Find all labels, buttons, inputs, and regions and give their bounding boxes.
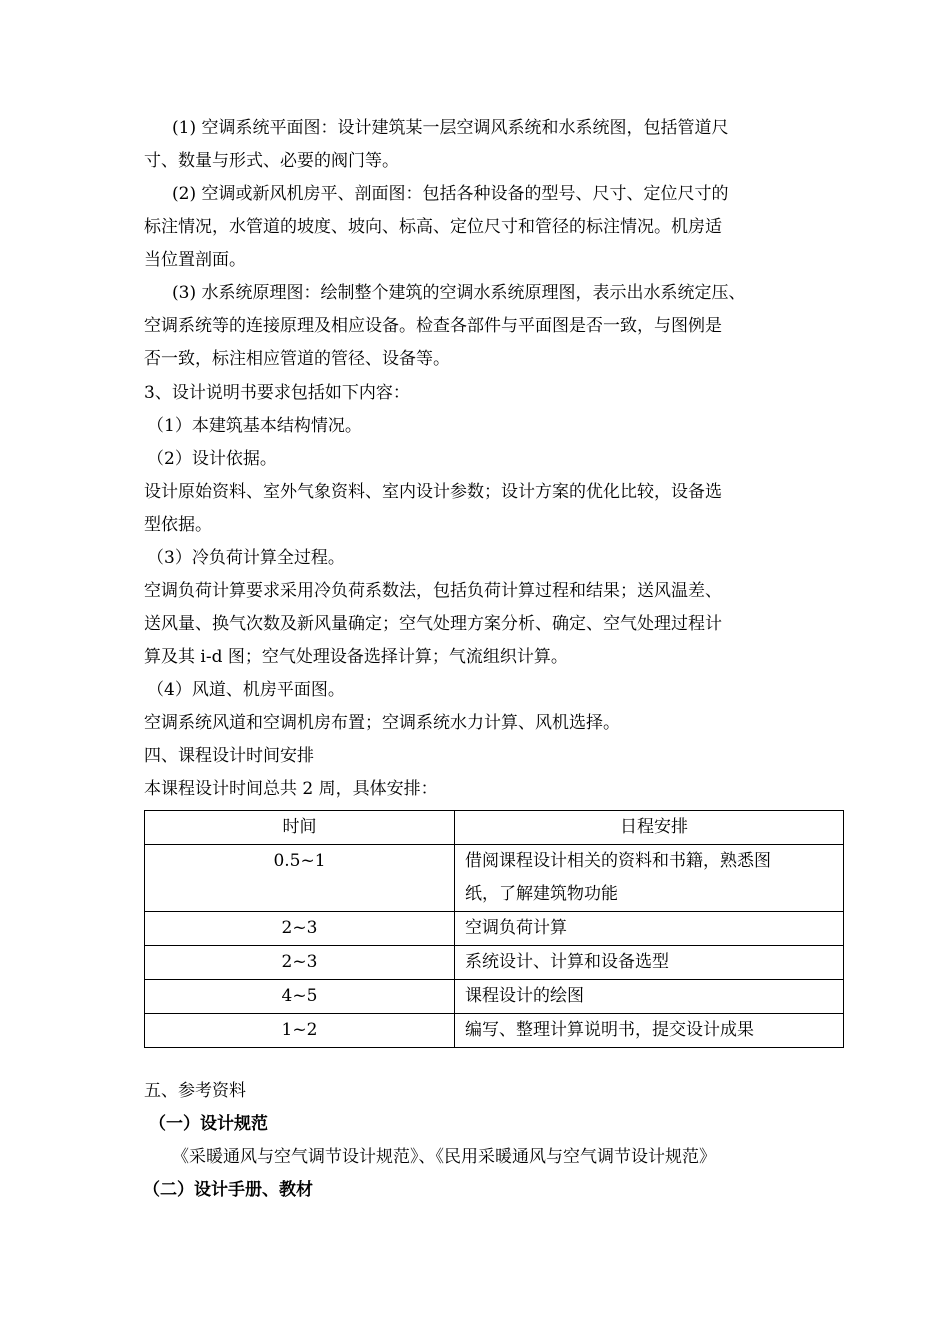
- section-3-item-4: （4）风道、机房平面图。: [147, 680, 345, 700]
- row-task: 空调负荷计算: [455, 912, 844, 946]
- row-time: 2~3: [145, 946, 455, 980]
- table-row: [145, 946, 844, 980]
- section-3-item-2-body-1: 设计原始资料、室外气象资料、室内设计参数；设计方案的优化比较，设备选: [144, 482, 722, 502]
- section-3-item-4-body: 空调系统风道和空调机房布置；空调系统水力计算、风机选择。: [144, 713, 620, 733]
- section-3-item-3-body-2: 送风量、换气次数及新风量确定；空气处理方案分析、确定、空气处理过程计: [144, 614, 722, 634]
- row-task-line: 借阅课程设计相关的资料和书籍，熟悉图: [465, 851, 771, 871]
- row-time: 4~5: [145, 980, 455, 1014]
- p2-line-1: (2) 空调或新风机房平、剖面图：包括各种设备的型号、尺寸、定位尺寸的: [172, 184, 729, 204]
- section-3-item-3-body-1: 空调负荷计算要求采用冷负荷系数法，包括负荷计算过程和结果；送风温差、: [144, 581, 722, 601]
- p1-line-2: 寸、数量与形式、必要的阀门等。: [144, 151, 399, 171]
- row-task: 课程设计的绘图: [455, 980, 844, 1014]
- p1-line-1: (1) 空调系统平面图：设计建筑某一层空调风系统和水系统图，包括管道尺: [172, 118, 729, 138]
- table-row: [145, 1014, 844, 1048]
- p3-line-3: 否一致，标注相应管道的管径、设备等。: [144, 349, 450, 369]
- row-time: 0.5~1: [145, 845, 455, 912]
- row-task: [455, 845, 844, 912]
- table-row: [145, 912, 844, 946]
- section-5-body-1: 《采暖通风与空气调节设计规范》、《民用采暖通风与空气调节设计规范》: [172, 1147, 716, 1167]
- table-row: [145, 980, 844, 1014]
- section-5-subtitle-2: （二）设计手册、教材: [143, 1180, 313, 1200]
- section-3-item-2-body-2: 型依据。: [144, 515, 212, 535]
- section-3-item-2: （2）设计依据。: [147, 449, 277, 469]
- p3-line-2: 空调系统等的连接原理及相应设备。检查各部件与平面图是否一致，与图例是: [144, 316, 722, 336]
- section-4-title: 四、课程设计时间安排: [144, 746, 314, 766]
- section-3-item-1: （1）本建筑基本结构情况。: [147, 416, 362, 436]
- row-time: 1~2: [145, 1014, 455, 1048]
- section-5-title: 五、参考资料: [144, 1081, 246, 1101]
- row-time: 2~3: [145, 912, 455, 946]
- row-task: 系统设计、计算和设备选型: [455, 946, 844, 980]
- p2-line-2: 标注情况，水管道的坡度、坡向、标高、定位尺寸和管径的标注情况。机房适: [144, 217, 722, 237]
- section-5-subtitle-1: （一）设计规范: [149, 1114, 268, 1134]
- schedule-table: [144, 810, 844, 1048]
- table-row: [145, 845, 844, 912]
- section-4-intro: 本课程设计时间总共 2 周，具体安排：: [144, 779, 438, 799]
- table-header-row: [145, 811, 844, 845]
- section-3-item-3-body-3: 算及其 i-d 图；空气处理设备选择计算；气流组织计算。: [144, 647, 568, 667]
- p3-line-1: (3) 水系统原理图：绘制整个建筑的空调水系统原理图，表示出水系统定压、: [172, 283, 746, 303]
- row-task: 编写、整理计算说明书，提交设计成果: [455, 1014, 844, 1048]
- p2-line-3: 当位置剖面。: [144, 250, 246, 270]
- row-task-line: 纸，了解建筑物功能: [465, 884, 618, 904]
- section-3-title: 3、设计说明书要求包括如下内容：: [144, 383, 410, 403]
- section-3-item-3: （3）冷负荷计算全过程。: [147, 548, 345, 568]
- header-plan: 日程安排: [455, 811, 844, 845]
- header-time: 时间: [145, 811, 455, 845]
